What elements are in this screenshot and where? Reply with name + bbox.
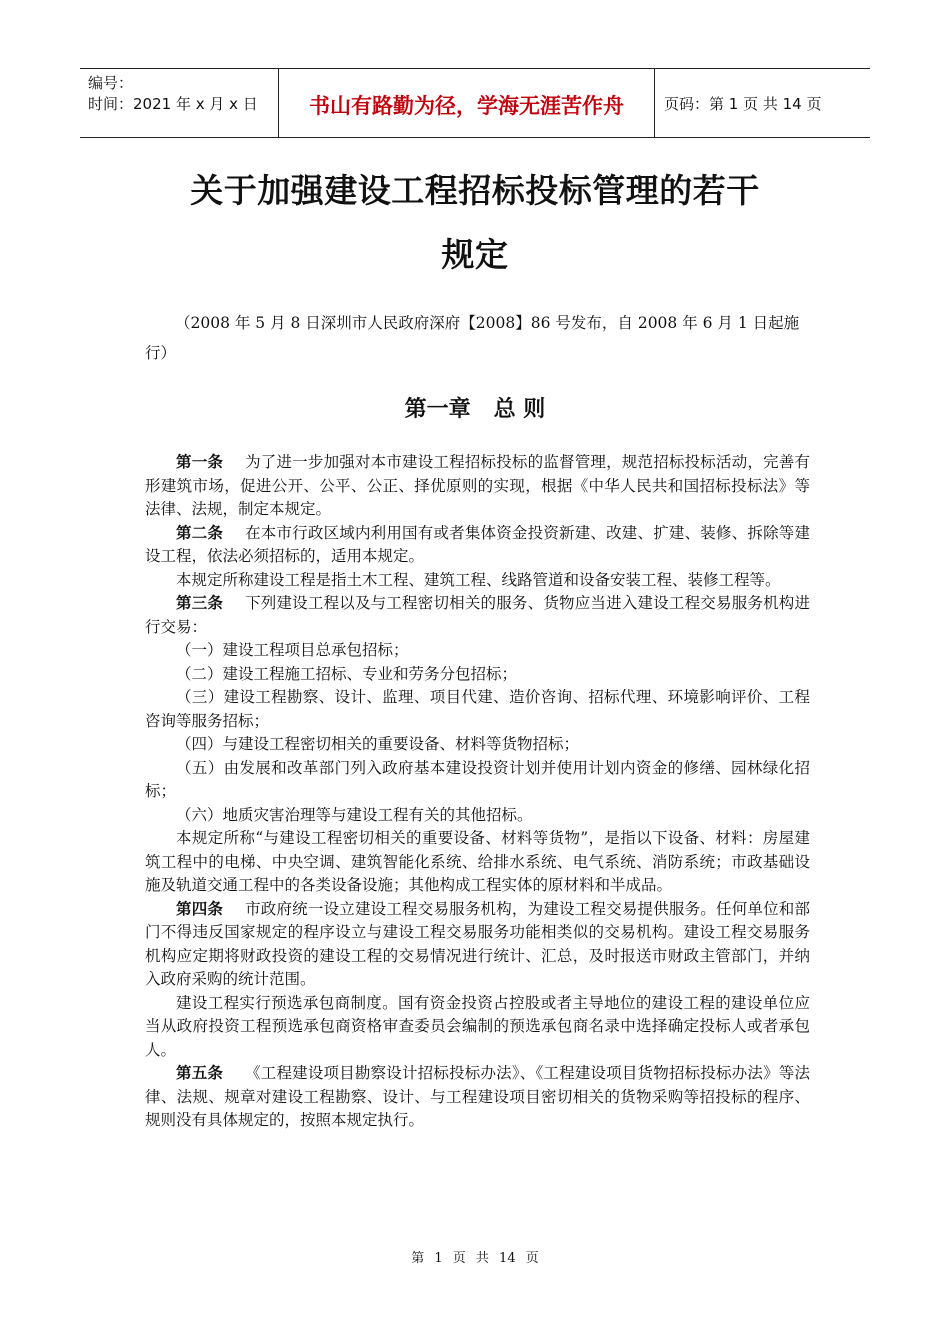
document-title-line-1: 关于加强建设工程招标投标管理的若干	[190, 171, 760, 210]
article-2-paragraph: 本规定所称建设工程是指土木工程、建筑工程、线路管道和设备安装工程、装修工程等。	[176, 570, 781, 589]
header-meta	[80, 69, 279, 137]
document-body	[145, 451, 810, 1133]
article-3-item: （三）建设工程勘察、设计、监理、项目代建、造价咨询、招标代理、环境影响评价、工程咨询等服务招标；	[145, 688, 810, 730]
document-title-line-2: 规定	[441, 235, 509, 274]
article-3-item: （六）地质灾害治理等与建设工程有关的其他招标。	[176, 805, 533, 824]
article-3-item: （二）建设工程施工招标、专业和劳务分包招标；	[176, 664, 518, 683]
article-3-item: （五）由发展和改革部门列入政府基本建设投资计划并使用计划内资金的修缮、园林绿化招标；	[145, 758, 810, 800]
article-text: 市政府统一设立建设工程交易服务机构，为建设工程交易提供服务。任何单位和部门不得违反国家规定的程序设立与建设工程交易服务功能相类似的交易机构。建设工程交易服务机构应定期将财政投资的建设工程的交易情况进行统计、汇总，及时报送市财政主管部门，并纳入政府采购的统计范围。	[145, 899, 810, 988]
article-3	[145, 592, 810, 639]
article-label: 第一条	[176, 453, 224, 471]
page-footer: 第 1 页 共 14 页	[411, 1251, 539, 1266]
article-2	[145, 522, 810, 569]
header-motto: 书山有路勤为径，学海无涯苦作舟	[279, 69, 655, 137]
article-label: 第五条	[176, 1064, 224, 1082]
article-3-paragraph: 本规定所称“与建设工程密切相关的重要设备、材料等货物”，是指以下设备、材料：房屋建筑工程中的电梯、中央空调、建筑智能化系统、给排水系统、电气系统、消防系统；市政基础设施及轨道交通工程中的各类设备设施；其他构成工程实体的原材料和半成品。	[145, 829, 810, 894]
article-3-item: （四）与建设工程密切相关的重要设备、材料等货物招标；	[176, 735, 580, 753]
article-text: 为了进一步加强对本市建设工程招标投标的监督管理，规范招标投标活动，完善有形建筑市场，促进公开、公平、公正、择优原则的实现，根据《中华人民共和国招标投标法》等法律、法规，制定本规定。	[145, 453, 810, 518]
article-text: 《工程建设项目勘察设计招标投标办法》、《工程建设项目货物招标投标办法》等法律、法规、规章对建设工程勘察、设计、与工程建设项目密切相关的货物采购等招投标的程序、规则没有具体规定的，按照本规定执行。	[145, 1064, 810, 1129]
article-label: 第二条	[176, 523, 224, 542]
chapter-heading: 第一章 总 则	[404, 397, 546, 422]
publication-note: （2008 年 5 月 8 日深圳市人民政府深府【2008】86 号发布，自 2008 年 6 月 1 日起施行）	[145, 314, 800, 362]
article-5	[145, 1062, 810, 1133]
article-4-paragraph: 建设工程实行预选承包商制度。国有资金投资占控股或者主导地位的建设工程的建设单位应当从政府投资工程预选承包商资格审查委员会编制的预选承包商名录中选择确定投标人或者承包人。	[145, 993, 810, 1059]
article-4	[145, 898, 810, 992]
document-number-label: 编号：	[88, 74, 134, 92]
article-label: 第三条	[176, 594, 224, 612]
document-date: 时间：2021 年 x 月 x 日	[88, 95, 258, 113]
article-text: 在本市行政区域内利用国有或者集体资金投资新建、改建、扩建、装修、拆除等建设工程，依法必须招标的，适用本规定。	[145, 523, 810, 565]
header-page-info: 页码：第 1 页 共 14 页	[664, 94, 822, 113]
article-label: 第四条	[176, 899, 224, 918]
article-text: 下列建设工程以及与工程密切相关的服务、货物应当进入建设工程交易服务机构进行交易：	[145, 594, 810, 636]
page-header	[80, 68, 870, 138]
article-3-item: （一）建设工程项目总承包招标；	[176, 641, 409, 659]
article-1	[145, 451, 810, 522]
